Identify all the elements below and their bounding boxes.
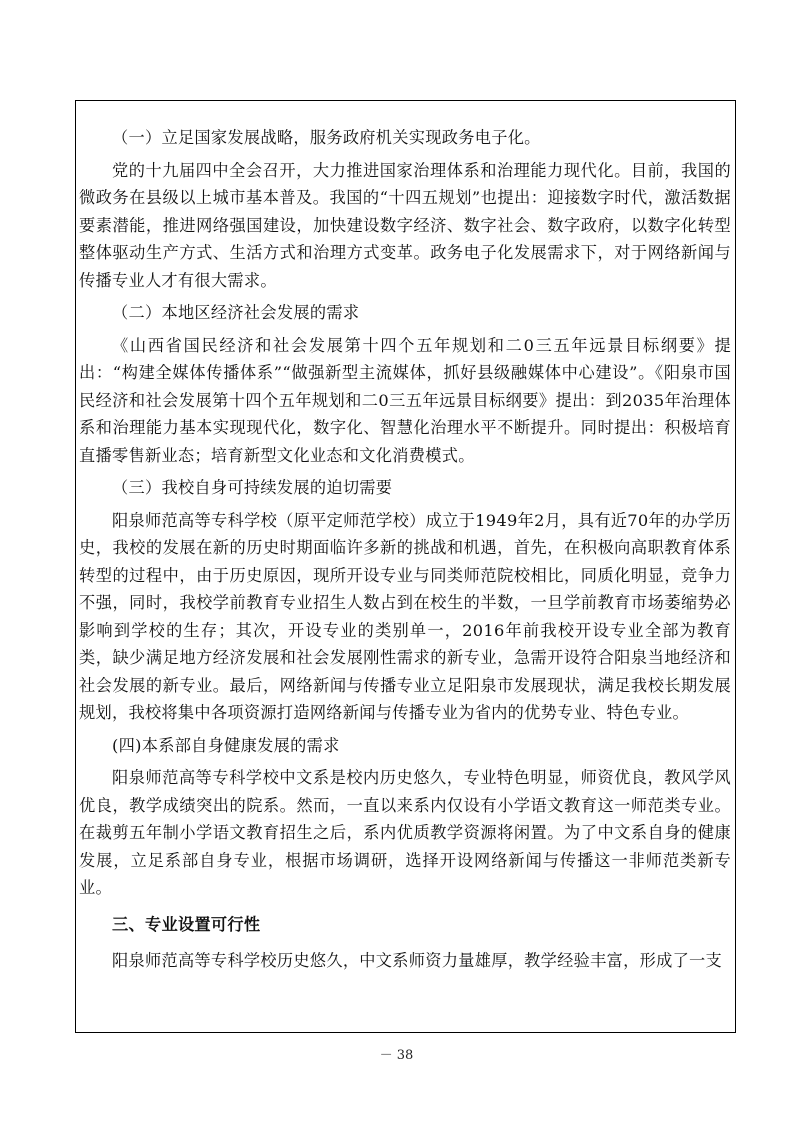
section-heading-3: 三、专业设置可行性: [112, 914, 261, 934]
document-body: [79, 124, 731, 975]
subsection-heading-3: （三）我校自身可持续发展的迫切需要: [112, 478, 393, 497]
paragraph-3: 阳泉师范高等专科学校（原平定师范学校）成立于1949年2月，具有近70年的办学历史，我校的发展在新的历史时期面临许多新的挑战和机遇，首先，在积极向高职教育体系转型的过程中，由于历史原因，现所开设专业与同类师范院校相比，同质化明显，竞争力不强，同时，我校学前教育专业招生人数占到在校生的半数，一旦学前教育市场萎缩势必影响到学校的生存；其次，开设专业的类别单一，2016年前我校开设专业全部为教育类，缺少满足地方经济发展和社会发展刚性需求的新专业，急需开设符合阳泉当地经济和社会发展的新专业。最后，网络新闻与传播专业立足阳泉市发展现状，满足我校长期发展规划，我校将集中各项资源打造网络新闻与传播专业为省内的优势专业、特色专业。: [79, 510, 731, 722]
subsection-heading-4: (四)本系部自身健康发展的需求: [112, 735, 340, 755]
paragraph-2: 《山西省国民经济和社会发展第十四个五年规划和二0三五年远景目标纲要》提出：“构建全媒体传播体系”“做强新型主流媒体，抓好县级融媒体中心建设”。《阳泉市国民经济和社会发展第十四个五年规划和二0三五年远景目标纲要》提出：到2035年治理体系和治理能力基本实现现代化，数字化、智慧化治理水平不断提升。同时提出：积极培育直播零售新业态；培育新型文化业态和文化消费模式。: [79, 335, 731, 465]
subsection-heading-2: （二）本地区经济社会发展的需求: [112, 303, 360, 322]
paragraph-4: 阳泉师范高等专科学校中文系是校内历史悠久，专业特色明显，师资优良，教风学风优良，教学成绩突出的院系。然而，一直以来系内仅设有小学语文教育这一师范类专业。在裁剪五年制小学语文教育招生之后，系内优质教学资源将闲置。为了中文系自身的健康发展，立足系部自身专业，根据市场调研，选择开设网络新闻与传播这一非师范类新专业。: [79, 768, 731, 897]
paragraph-5: 阳泉师范高等专科学校历史悠久，中文系师资力量雄厚，教学经验丰富，形成了一支: [112, 951, 723, 970]
subsection-heading-1: （一）立足国家发展战略，服务政府机关实现政务电子化。: [112, 128, 541, 147]
paragraph-1: 党的十九届四中全会召开，大力推进国家治理体系和治理能力现代化。目前，我国的微政务在县级以上城市基本普及。我国的“十四五规划”也提出：迎接数字时代，激活数据要素潜能，推进网络强国建设，加快建设数字经济、数字社会、数字政府，以数字化转型整体驱动生产方式、生活方式和治理方式变革。政务电子化发展需求下，对于网络新闻与传播专业人才有很大需求。: [79, 160, 731, 290]
page-number: － 38: [379, 1048, 414, 1063]
